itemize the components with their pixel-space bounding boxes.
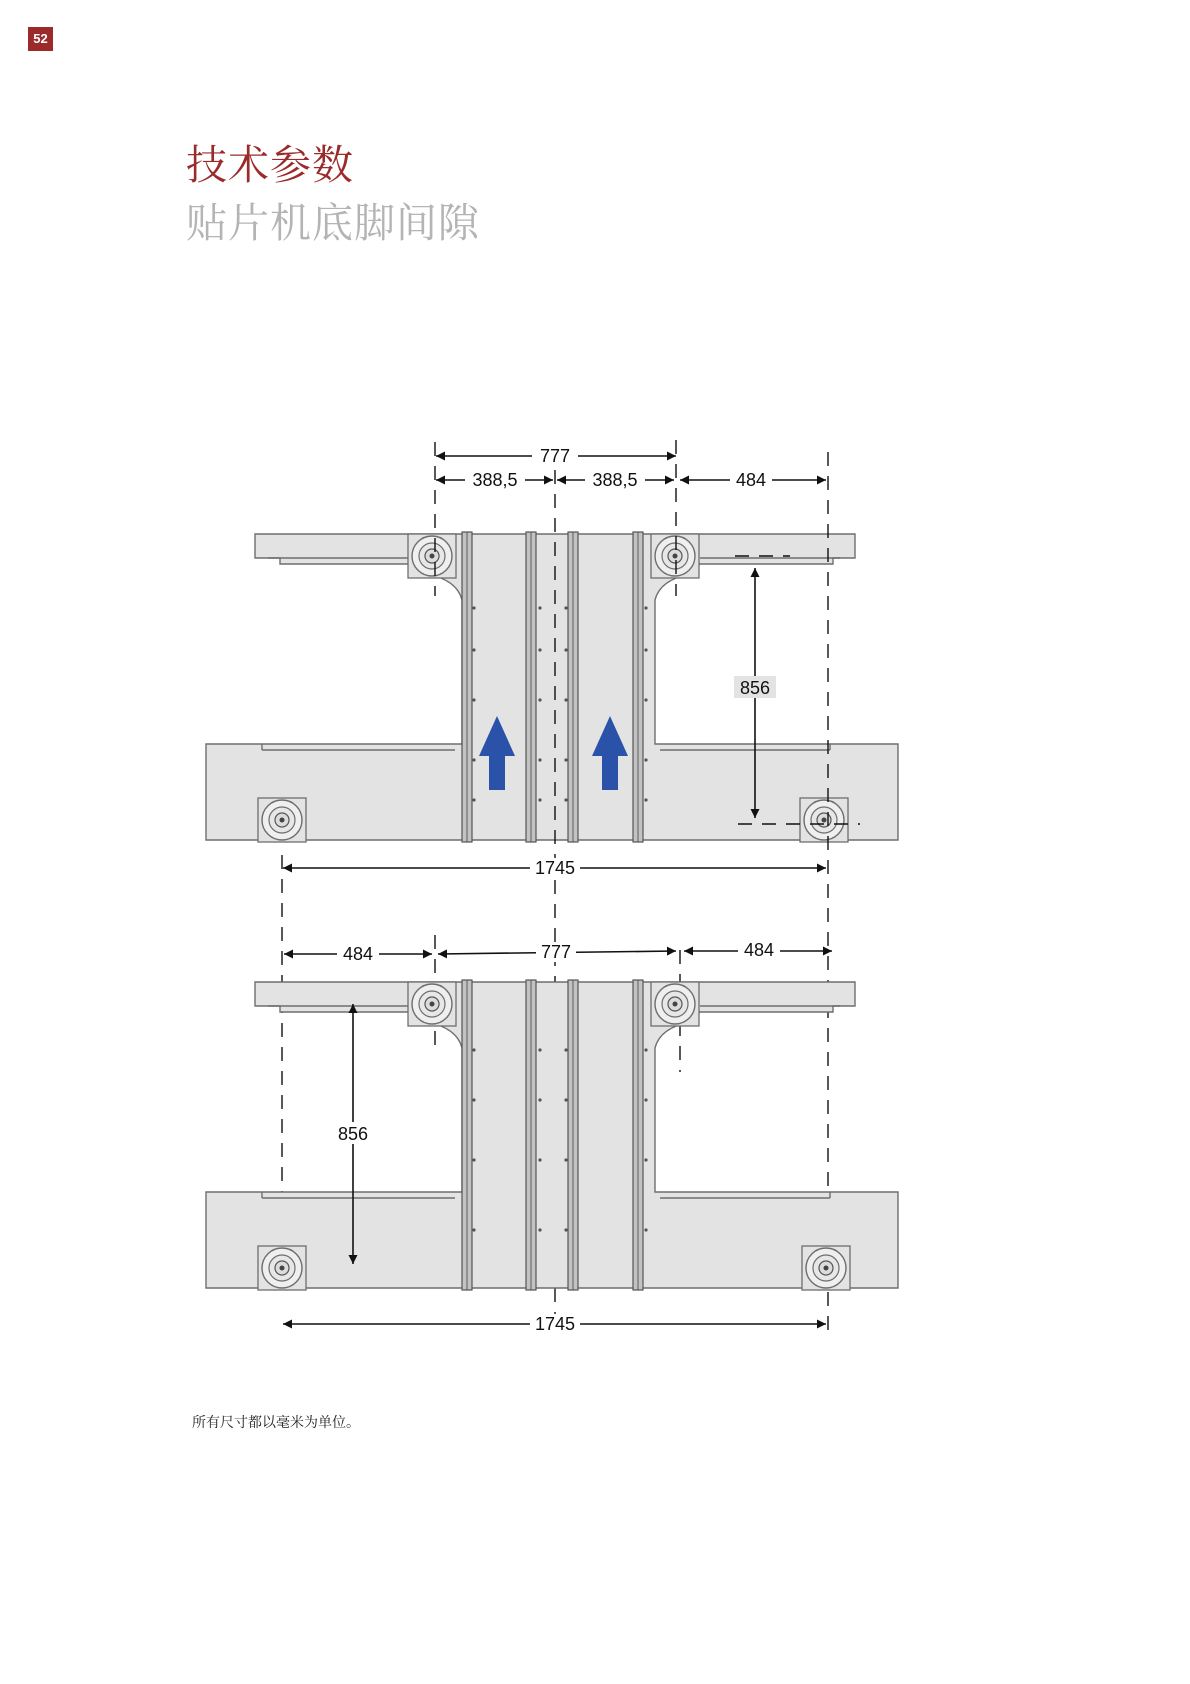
- top-machine-body: [206, 534, 898, 840]
- top-dim-777: 777: [539, 446, 571, 466]
- bottom-dim-484-right: 484: [743, 940, 775, 960]
- bottom-dim-484-left: 484: [342, 944, 374, 964]
- top-dim-388-right: 388,5: [592, 470, 638, 490]
- top-machine-view: [206, 532, 898, 842]
- page-number: 52: [28, 27, 53, 51]
- bottom-dim-1745: 1745: [534, 1314, 576, 1334]
- top-dim-484: 484: [735, 470, 767, 490]
- bottom-machine-view: [206, 980, 898, 1290]
- units-footnote: 所有尺寸都以毫米为单位。: [192, 1415, 360, 1431]
- bottom-dim-777: 777: [540, 942, 572, 962]
- top-dim-1745: 1745: [534, 858, 576, 878]
- top-dim-856: 856: [739, 678, 771, 698]
- page-title: 技术参数: [186, 141, 354, 189]
- page-subtitle: 贴片机底脚间隙: [186, 199, 480, 247]
- bottom-machine-body: [206, 982, 898, 1288]
- top-dim-388-left: 388,5: [472, 470, 518, 490]
- bottom-dim-856: 856: [337, 1124, 369, 1144]
